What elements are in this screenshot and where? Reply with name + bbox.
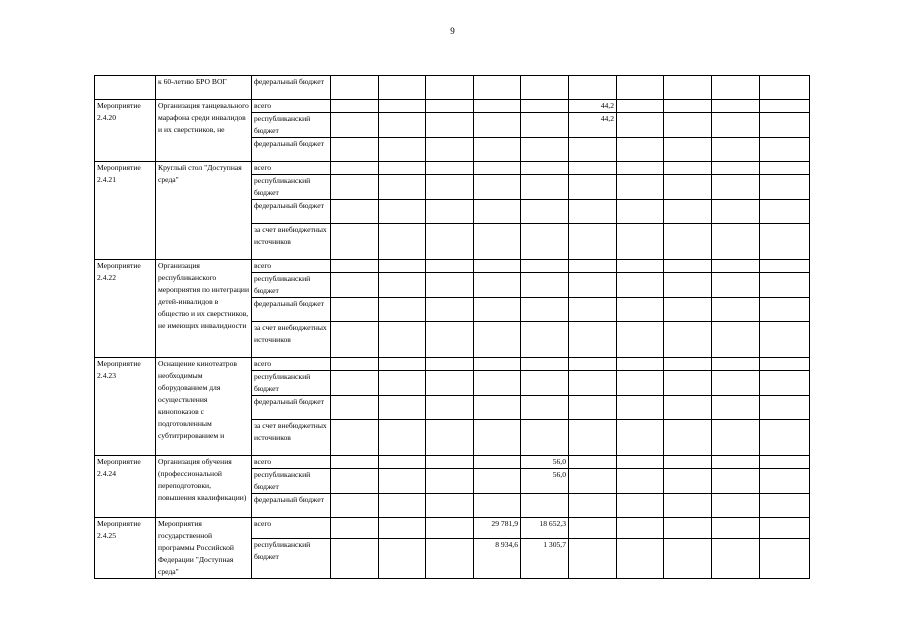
measure-name: Мероприятия государственной программы Российской Федерации "Доступная среда" bbox=[156, 518, 252, 579]
value-cell bbox=[426, 113, 474, 138]
funding-source: всего bbox=[252, 456, 331, 469]
value-cell bbox=[569, 420, 617, 456]
value-cell bbox=[617, 538, 664, 578]
value-cell bbox=[569, 538, 617, 578]
value-cell bbox=[760, 260, 810, 273]
value-cell bbox=[426, 371, 474, 396]
value-cell bbox=[664, 100, 712, 113]
value-cell bbox=[474, 76, 521, 100]
value-cell bbox=[664, 273, 712, 298]
value-cell bbox=[426, 162, 474, 175]
measure-name: Организация танцевального марафона среди инвалидов и их сверстников, не bbox=[156, 100, 252, 162]
value-cell bbox=[331, 420, 379, 456]
funding-source: республиканский бюджет bbox=[252, 175, 331, 200]
value-cell bbox=[521, 420, 569, 456]
funding-table bbox=[94, 75, 810, 579]
value-cell bbox=[379, 371, 426, 396]
measure-code bbox=[95, 76, 156, 100]
value-cell bbox=[426, 76, 474, 100]
value-cell bbox=[331, 273, 379, 298]
value-cell bbox=[474, 138, 521, 162]
value-cell bbox=[617, 162, 664, 175]
measure-name: Организация обучения (профессиональной переподготовки, повышения квалификации) bbox=[156, 456, 252, 518]
value-cell: 56,0 bbox=[521, 456, 569, 469]
measure-name: Круглый стол "Доступная среда" bbox=[156, 162, 252, 260]
value-cell bbox=[712, 260, 760, 273]
funding-source: федеральный бюджет bbox=[252, 138, 331, 162]
value-cell: 18 652,3 bbox=[521, 518, 569, 539]
value-cell bbox=[569, 494, 617, 518]
value-cell: 8 934,6 bbox=[474, 538, 521, 578]
value-cell bbox=[712, 371, 760, 396]
value-cell bbox=[426, 200, 474, 224]
value-cell bbox=[664, 322, 712, 358]
value-cell bbox=[426, 138, 474, 162]
value-cell bbox=[712, 162, 760, 175]
value-cell bbox=[569, 469, 617, 494]
value-cell bbox=[569, 518, 617, 539]
value-cell bbox=[664, 518, 712, 539]
value-cell bbox=[331, 224, 379, 260]
funding-source: за счет внебюджетных источников bbox=[252, 322, 331, 358]
table-container bbox=[94, 75, 809, 576]
value-cell bbox=[379, 358, 426, 371]
value-cell bbox=[760, 420, 810, 456]
funding-source: всего bbox=[252, 162, 331, 175]
value-cell bbox=[712, 420, 760, 456]
value-cell bbox=[521, 358, 569, 371]
measure-code: Мероприятие 2.4.23 bbox=[95, 358, 156, 456]
value-cell bbox=[617, 456, 664, 469]
value-cell bbox=[474, 420, 521, 456]
value-cell bbox=[617, 371, 664, 396]
value-cell bbox=[474, 273, 521, 298]
value-cell: 29 781,9 bbox=[474, 518, 521, 539]
value-cell bbox=[521, 138, 569, 162]
value-cell bbox=[617, 322, 664, 358]
value-cell bbox=[617, 76, 664, 100]
value-cell bbox=[379, 175, 426, 200]
value-cell bbox=[331, 358, 379, 371]
value-cell bbox=[379, 469, 426, 494]
value-cell bbox=[331, 371, 379, 396]
value-cell bbox=[569, 273, 617, 298]
funding-source: федеральный бюджет bbox=[252, 200, 331, 224]
value-cell bbox=[521, 273, 569, 298]
value-cell bbox=[760, 396, 810, 420]
funding-source: федеральный бюджет bbox=[252, 396, 331, 420]
value-cell bbox=[331, 138, 379, 162]
value-cell bbox=[379, 100, 426, 113]
value-cell bbox=[712, 538, 760, 578]
value-cell bbox=[521, 76, 569, 100]
table-row bbox=[95, 260, 810, 273]
value-cell bbox=[617, 224, 664, 260]
funding-source: всего bbox=[252, 358, 331, 371]
value-cell bbox=[474, 494, 521, 518]
value-cell bbox=[379, 396, 426, 420]
measure-name: Организация республиканского мероприятия по интеграции детей-инвалидов в общество и их сверстников, не имеющих инвалидности bbox=[156, 260, 252, 358]
value-cell bbox=[760, 494, 810, 518]
value-cell bbox=[521, 298, 569, 322]
value-cell bbox=[331, 175, 379, 200]
value-cell bbox=[760, 371, 810, 396]
value-cell bbox=[712, 494, 760, 518]
value-cell bbox=[474, 162, 521, 175]
value-cell bbox=[617, 396, 664, 420]
value-cell bbox=[617, 273, 664, 298]
value-cell bbox=[474, 298, 521, 322]
value-cell bbox=[760, 200, 810, 224]
value-cell bbox=[664, 175, 712, 200]
value-cell bbox=[379, 538, 426, 578]
value-cell bbox=[664, 76, 712, 100]
value-cell bbox=[426, 100, 474, 113]
measure-code: Мероприятие 2.4.24 bbox=[95, 456, 156, 518]
value-cell bbox=[426, 469, 474, 494]
value-cell bbox=[426, 494, 474, 518]
value-cell bbox=[379, 322, 426, 358]
value-cell bbox=[760, 224, 810, 260]
value-cell bbox=[331, 100, 379, 113]
value-cell bbox=[521, 260, 569, 273]
value-cell bbox=[521, 113, 569, 138]
value-cell bbox=[426, 175, 474, 200]
value-cell bbox=[712, 518, 760, 539]
table-row bbox=[95, 162, 810, 175]
value-cell bbox=[474, 358, 521, 371]
measure-code: Мероприятие 2.4.22 bbox=[95, 260, 156, 358]
table-row bbox=[95, 358, 810, 371]
value-cell bbox=[426, 322, 474, 358]
value-cell bbox=[379, 200, 426, 224]
value-cell bbox=[617, 113, 664, 138]
value-cell bbox=[569, 76, 617, 100]
value-cell bbox=[617, 358, 664, 371]
page-number: 9 bbox=[450, 26, 455, 36]
funding-source: за счет внебюджетных источников bbox=[252, 224, 331, 260]
value-cell bbox=[569, 322, 617, 358]
value-cell bbox=[331, 76, 379, 100]
value-cell: 1 305,7 bbox=[521, 538, 569, 578]
value-cell bbox=[569, 358, 617, 371]
value-cell bbox=[474, 322, 521, 358]
value-cell bbox=[664, 113, 712, 138]
value-cell bbox=[521, 162, 569, 175]
value-cell bbox=[474, 396, 521, 420]
value-cell bbox=[426, 224, 474, 260]
value-cell bbox=[521, 322, 569, 358]
value-cell: 44,2 bbox=[569, 100, 617, 113]
value-cell bbox=[712, 224, 760, 260]
value-cell bbox=[569, 175, 617, 200]
measure-name: Оснащение кинотеатров необходимым оборудованием для осуществления кинопоказов с подготовленным субтитрированием и bbox=[156, 358, 252, 456]
funding-source: республиканский бюджет bbox=[252, 469, 331, 494]
value-cell bbox=[664, 494, 712, 518]
measure-code: Мероприятие 2.4.20 bbox=[95, 100, 156, 162]
value-cell bbox=[664, 162, 712, 175]
value-cell bbox=[712, 456, 760, 469]
value-cell bbox=[664, 538, 712, 578]
value-cell bbox=[664, 456, 712, 469]
value-cell bbox=[712, 358, 760, 371]
value-cell bbox=[617, 100, 664, 113]
funding-source: республиканский бюджет bbox=[252, 113, 331, 138]
funding-source: всего bbox=[252, 260, 331, 273]
value-cell bbox=[569, 162, 617, 175]
value-cell bbox=[664, 420, 712, 456]
value-cell bbox=[474, 456, 521, 469]
value-cell bbox=[760, 162, 810, 175]
measure-code: Мероприятие 2.4.21 bbox=[95, 162, 156, 260]
value-cell bbox=[664, 260, 712, 273]
value-cell bbox=[474, 371, 521, 396]
value-cell bbox=[664, 200, 712, 224]
value-cell bbox=[331, 113, 379, 138]
value-cell bbox=[426, 538, 474, 578]
value-cell bbox=[712, 322, 760, 358]
value-cell bbox=[331, 456, 379, 469]
value-cell bbox=[569, 224, 617, 260]
value-cell bbox=[331, 162, 379, 175]
value-cell bbox=[712, 113, 760, 138]
value-cell bbox=[760, 298, 810, 322]
value-cell bbox=[474, 175, 521, 200]
value-cell bbox=[521, 100, 569, 113]
value-cell bbox=[521, 396, 569, 420]
funding-source: за счет внебюджетных источников bbox=[252, 420, 331, 456]
value-cell bbox=[426, 456, 474, 469]
value-cell bbox=[712, 273, 760, 298]
value-cell bbox=[712, 469, 760, 494]
value-cell bbox=[379, 260, 426, 273]
value-cell bbox=[617, 200, 664, 224]
value-cell bbox=[379, 420, 426, 456]
value-cell bbox=[712, 200, 760, 224]
measure-name: к 60-летию БРО ВОГ bbox=[156, 76, 252, 100]
value-cell bbox=[760, 358, 810, 371]
value-cell bbox=[379, 298, 426, 322]
funding-source: федеральный бюджет bbox=[252, 494, 331, 518]
value-cell bbox=[379, 456, 426, 469]
value-cell bbox=[760, 538, 810, 578]
value-cell bbox=[712, 396, 760, 420]
value-cell bbox=[379, 494, 426, 518]
value-cell bbox=[617, 518, 664, 539]
table-body bbox=[95, 76, 810, 579]
value-cell bbox=[664, 298, 712, 322]
value-cell bbox=[426, 518, 474, 539]
value-cell bbox=[521, 224, 569, 260]
value-cell: 44,2 bbox=[569, 113, 617, 138]
value-cell bbox=[474, 113, 521, 138]
value-cell bbox=[474, 200, 521, 224]
value-cell bbox=[617, 138, 664, 162]
value-cell bbox=[617, 298, 664, 322]
funding-source: республиканский бюджет bbox=[252, 371, 331, 396]
value-cell bbox=[331, 322, 379, 358]
value-cell bbox=[331, 298, 379, 322]
table-row bbox=[95, 456, 810, 469]
table-row bbox=[95, 76, 810, 100]
value-cell bbox=[760, 100, 810, 113]
value-cell bbox=[569, 396, 617, 420]
value-cell bbox=[379, 224, 426, 260]
value-cell bbox=[474, 100, 521, 113]
table-row bbox=[95, 100, 810, 113]
value-cell bbox=[379, 76, 426, 100]
value-cell bbox=[664, 138, 712, 162]
funding-source: республиканский бюджет bbox=[252, 273, 331, 298]
value-cell bbox=[760, 518, 810, 539]
value-cell bbox=[379, 273, 426, 298]
value-cell bbox=[331, 518, 379, 539]
value-cell bbox=[379, 162, 426, 175]
table-row bbox=[95, 518, 810, 539]
value-cell bbox=[712, 138, 760, 162]
value-cell bbox=[474, 224, 521, 260]
value-cell bbox=[379, 113, 426, 138]
value-cell: 56,0 bbox=[521, 469, 569, 494]
value-cell bbox=[426, 273, 474, 298]
value-cell bbox=[712, 298, 760, 322]
value-cell bbox=[379, 138, 426, 162]
value-cell bbox=[379, 518, 426, 539]
value-cell bbox=[617, 260, 664, 273]
value-cell bbox=[760, 175, 810, 200]
funding-source: всего bbox=[252, 100, 331, 113]
value-cell bbox=[521, 494, 569, 518]
value-cell bbox=[426, 260, 474, 273]
value-cell bbox=[617, 175, 664, 200]
value-cell bbox=[426, 298, 474, 322]
value-cell bbox=[569, 371, 617, 396]
funding-source: всего bbox=[252, 518, 331, 539]
value-cell bbox=[426, 396, 474, 420]
value-cell bbox=[331, 396, 379, 420]
value-cell bbox=[474, 469, 521, 494]
funding-source: республиканский бюджет bbox=[252, 538, 331, 578]
value-cell bbox=[569, 456, 617, 469]
value-cell bbox=[617, 420, 664, 456]
value-cell bbox=[331, 538, 379, 578]
funding-source: федеральный бюджет bbox=[252, 76, 331, 100]
value-cell bbox=[760, 273, 810, 298]
value-cell bbox=[521, 175, 569, 200]
value-cell bbox=[712, 175, 760, 200]
value-cell bbox=[712, 100, 760, 113]
value-cell bbox=[331, 494, 379, 518]
value-cell bbox=[426, 358, 474, 371]
value-cell bbox=[760, 138, 810, 162]
funding-source: федеральный бюджет bbox=[252, 298, 331, 322]
value-cell bbox=[617, 469, 664, 494]
value-cell bbox=[617, 494, 664, 518]
value-cell bbox=[426, 420, 474, 456]
value-cell bbox=[331, 260, 379, 273]
value-cell bbox=[760, 456, 810, 469]
value-cell bbox=[474, 260, 521, 273]
value-cell bbox=[664, 224, 712, 260]
value-cell bbox=[569, 260, 617, 273]
value-cell bbox=[664, 371, 712, 396]
value-cell bbox=[760, 76, 810, 100]
measure-code: Мероприятие 2.4.25 bbox=[95, 518, 156, 579]
value-cell bbox=[331, 469, 379, 494]
value-cell bbox=[331, 200, 379, 224]
value-cell bbox=[569, 200, 617, 224]
value-cell bbox=[521, 200, 569, 224]
value-cell bbox=[664, 396, 712, 420]
value-cell bbox=[712, 76, 760, 100]
value-cell bbox=[760, 113, 810, 138]
value-cell bbox=[760, 322, 810, 358]
value-cell bbox=[521, 371, 569, 396]
value-cell bbox=[569, 138, 617, 162]
value-cell bbox=[664, 469, 712, 494]
value-cell bbox=[569, 298, 617, 322]
value-cell bbox=[760, 469, 810, 494]
value-cell bbox=[664, 358, 712, 371]
